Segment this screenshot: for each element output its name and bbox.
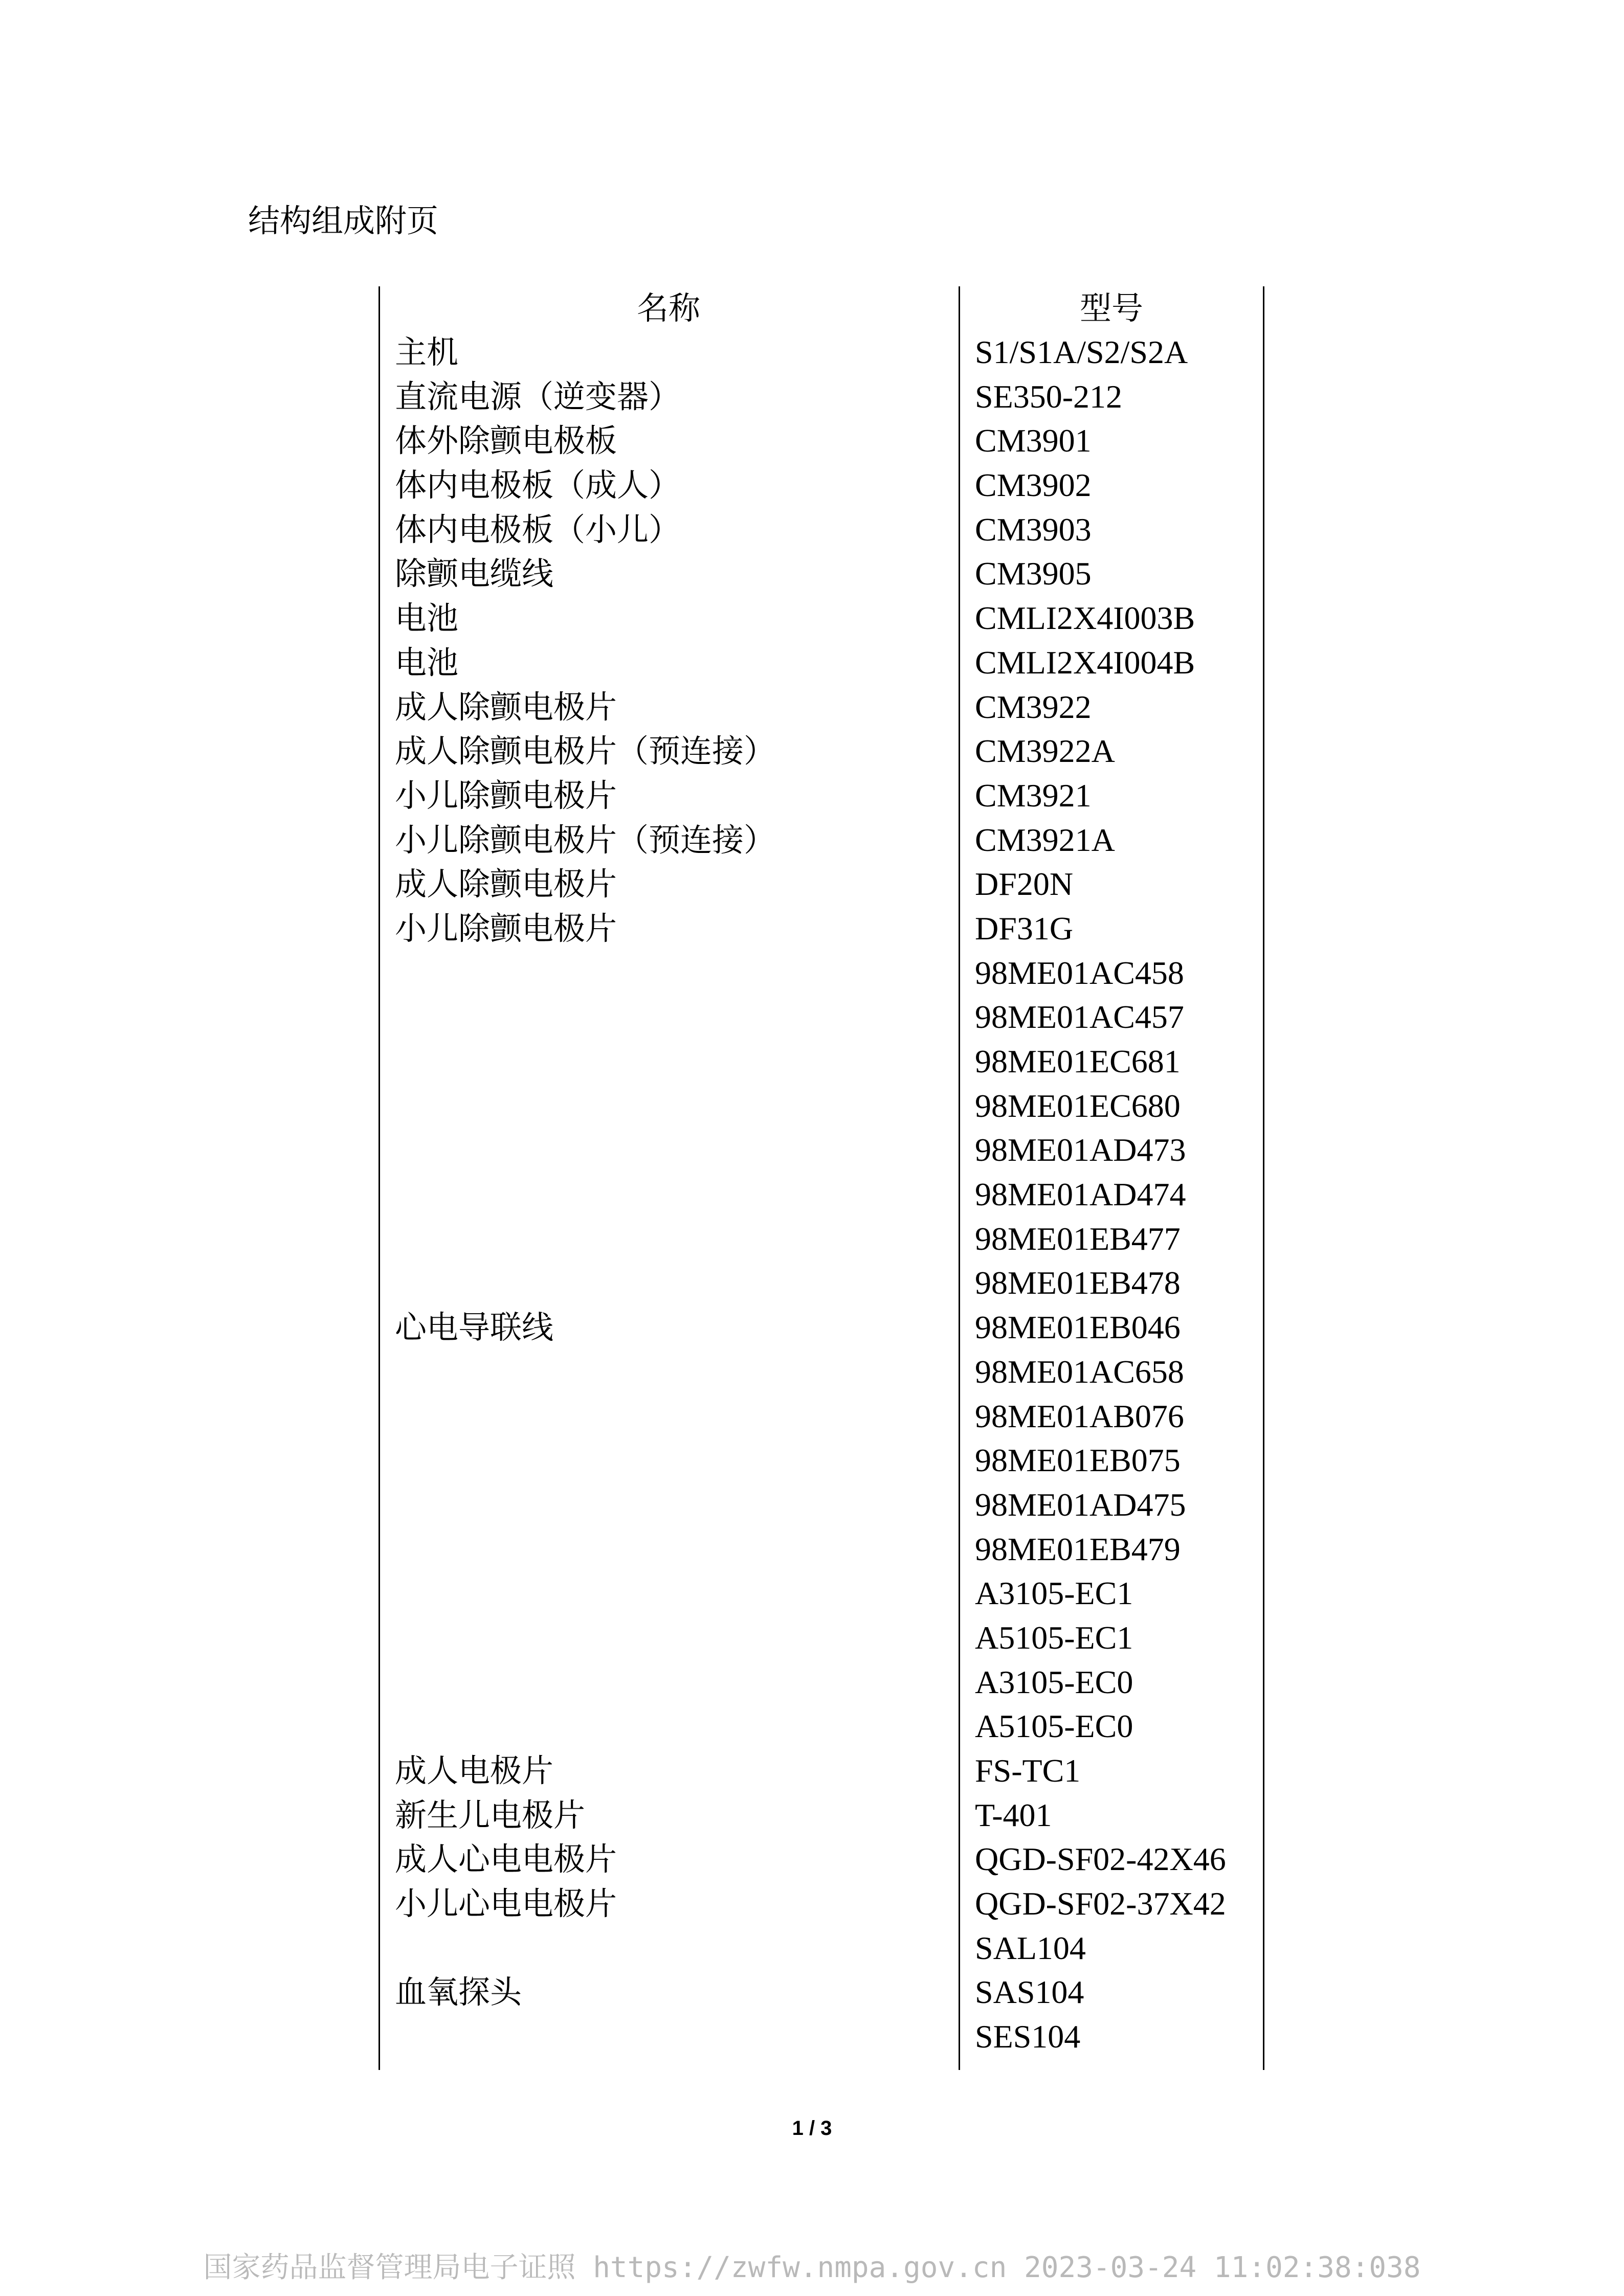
row-model-cell: 98ME01EC680 [975, 1087, 1181, 1124]
row-name-cell: 成人心电电极片 [395, 1840, 617, 1878]
row-model-cell: 98ME01AC458 [975, 954, 1184, 991]
row-model-cell: 98ME01EB479 [975, 1530, 1181, 1567]
watermark: 国家药品监督管理局电子证照 https://zwfw.nmpa.gov.cn 2023-03-24 11:02:38:038 [203, 2251, 1421, 2284]
model-column [975, 330, 1261, 2059]
components-table [379, 286, 1263, 2070]
row-model-cell: A5105-EC1 [975, 1619, 1133, 1656]
row-model-cell: A3105-EC1 [975, 1575, 1133, 1612]
row-model-cell: CM3921 [975, 777, 1092, 814]
row-name-cell: 电池 [395, 599, 459, 637]
row-model-cell: CMLI2X4I004B [975, 644, 1195, 681]
table-left-border [379, 286, 380, 2070]
name-column [395, 330, 947, 2059]
row-name-cell [395, 1084, 947, 1129]
row-name-cell: 成人电极片 [395, 1752, 554, 1789]
row-model-cell: 98ME01EC681 [975, 1043, 1181, 1079]
row-name-cell [395, 1527, 947, 1572]
row-name-cell [395, 1128, 947, 1173]
row-name-cell [395, 1926, 947, 1971]
row-name-cell: 小儿除颤电极片（预连接） [395, 821, 776, 859]
row-name-cell [395, 1173, 947, 1217]
row-model-cell: CM3903 [975, 511, 1092, 548]
row-name-cell: 体外除颤电极板 [395, 422, 617, 460]
row-name-cell: 新生儿电极片 [395, 1796, 586, 1834]
row-name-cell: 血氧探头 [395, 1973, 522, 2011]
header-model: 型号 [1079, 289, 1143, 327]
row-model-cell: DF20N [975, 866, 1074, 903]
row-name-cell: 直流电源（逆变器） [395, 377, 681, 415]
row-name-cell [395, 1483, 947, 1527]
row-model-cell: CM3922 [975, 688, 1092, 725]
row-name-cell [395, 1660, 947, 1705]
row-model-cell: 98ME01AC457 [975, 999, 1184, 1036]
row-model-cell: QGD-SF02-42X46 [975, 1841, 1226, 1878]
row-name-cell: 电池 [395, 643, 459, 681]
row-model-cell: SES104 [975, 2018, 1081, 2055]
row-name-cell [395, 951, 947, 996]
page-number: 1 / 3 [792, 2117, 832, 2140]
row-model-cell: SAL104 [975, 1929, 1086, 1966]
row-model-cell: SAS104 [975, 1974, 1084, 2011]
row-name-cell [395, 1394, 947, 1439]
row-model-cell: CM3921A [975, 821, 1115, 858]
row-name-cell: 小儿除颤电极片 [395, 776, 617, 814]
row-model-cell: CM3905 [975, 555, 1092, 592]
row-model-cell: SE350-212 [975, 378, 1122, 415]
row-model-cell: 98ME01AB076 [975, 1398, 1184, 1434]
row-name-cell [395, 1217, 947, 1262]
row-model-cell: A3105-EC0 [975, 1663, 1133, 1700]
row-model-cell: CM3922A [975, 733, 1115, 770]
row-model-cell: CMLI2X4I003B [975, 600, 1195, 637]
row-model-cell: 98ME01EB477 [975, 1220, 1181, 1257]
row-name-cell: 成人除颤电极片 [395, 865, 617, 903]
row-model-cell: 98ME01AC658 [975, 1353, 1184, 1390]
row-model-cell: 98ME01EB046 [975, 1309, 1181, 1346]
row-name-cell: 小儿心电电极片 [395, 1885, 617, 1923]
row-name-cell: 成人除颤电极片（预连接） [395, 732, 776, 770]
row-name-cell: 主机 [395, 333, 459, 371]
row-model-cell: 98ME01AD473 [975, 1132, 1186, 1168]
table-right-border [1263, 286, 1264, 2070]
row-model-cell: 98ME01EB075 [975, 1442, 1181, 1479]
row-model-cell: FS-TC1 [975, 1752, 1081, 1789]
row-model-cell: CM3902 [975, 467, 1092, 504]
row-model-cell: DF31G [975, 910, 1074, 947]
row-model-cell: A5105-EC0 [975, 1708, 1133, 1745]
row-model-cell: 98ME01EB478 [975, 1265, 1181, 1301]
row-name-cell [395, 1571, 947, 1616]
row-name-cell: 成人除颤电极片 [395, 688, 617, 726]
row-name-cell [395, 1438, 947, 1483]
row-name-cell: 体内电极板（成人） [395, 466, 681, 504]
row-name-cell [395, 1350, 947, 1394]
row-name-cell: 小儿除颤电极片 [395, 909, 617, 947]
row-name-cell [395, 1704, 947, 1749]
row-model-cell: 98ME01AD475 [975, 1486, 1186, 1523]
row-model-cell: QGD-SF02-37X42 [975, 1885, 1226, 1922]
row-name-cell [395, 2015, 947, 2059]
row-model-cell: T-401 [975, 1796, 1052, 1833]
row-model-cell: 98ME01AD474 [975, 1176, 1186, 1213]
row-model-cell: S1/S1A/S2/S2A [975, 334, 1188, 370]
row-name-cell [395, 1040, 947, 1084]
header-name: 名称 [636, 289, 700, 327]
row-name-cell [395, 1261, 947, 1305]
row-model-cell: CM3901 [975, 422, 1092, 459]
table-column-divider [959, 286, 960, 2070]
row-name-cell [395, 995, 947, 1040]
row-name-cell: 体内电极板（小儿） [395, 510, 681, 548]
page-title: 结构组成附页 [248, 202, 439, 239]
row-name-cell: 除颤电缆线 [395, 555, 554, 593]
row-name-cell [395, 1616, 947, 1660]
row-name-cell: 心电导联线 [395, 1309, 554, 1346]
